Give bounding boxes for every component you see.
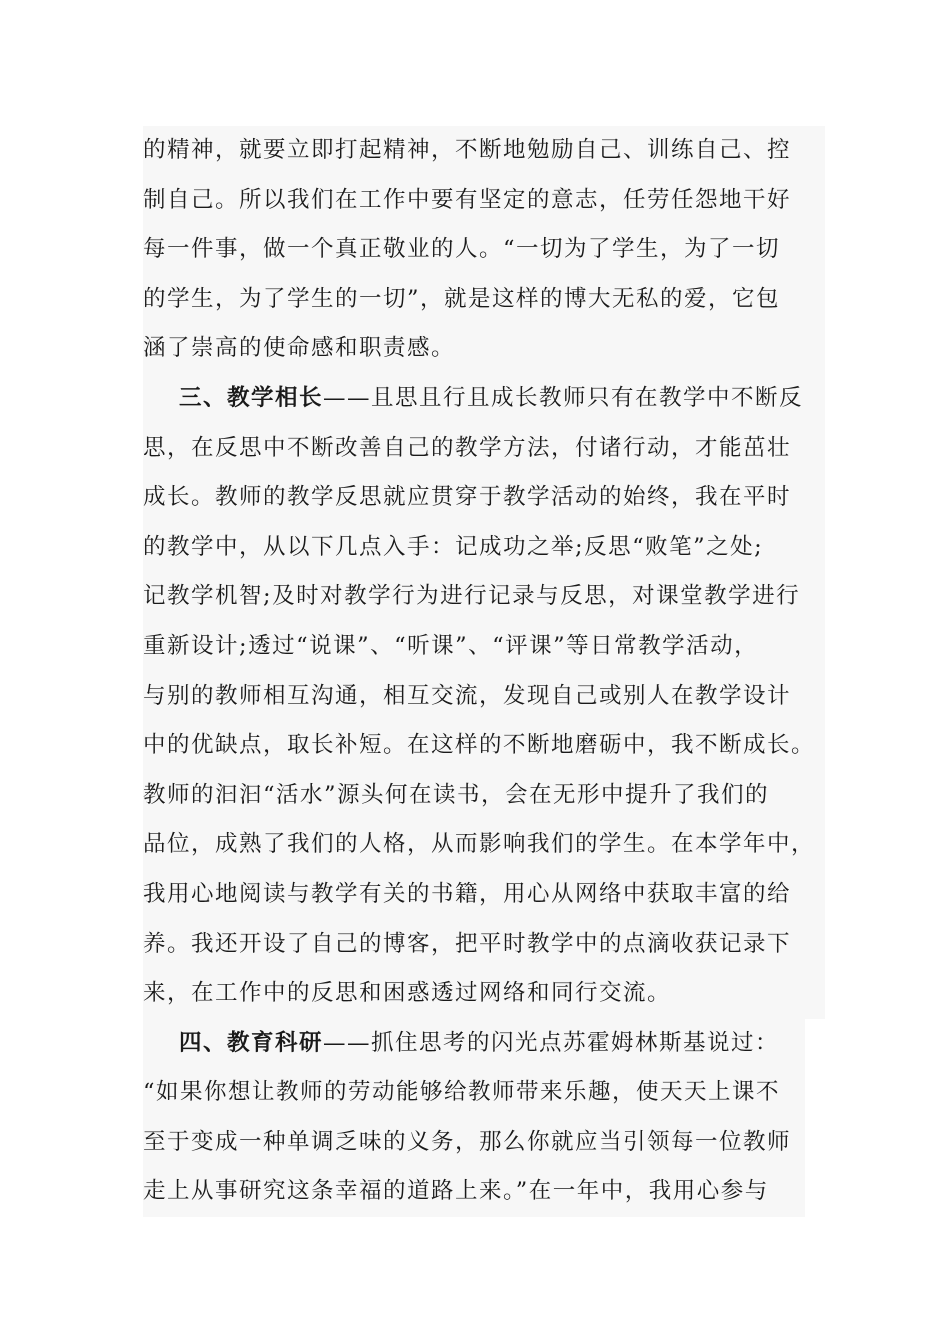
section-3-first-line: [143, 374, 825, 424]
text-line: 每一件事，做一个真正敬业的人。“一切为了学生，为了一切: [143, 225, 825, 275]
text-line: 记教学机智;及时对教学行为进行记录与反思，对课堂教学进行: [143, 572, 825, 622]
text-line: 教师的汩汩“活水”源头何在读书，会在无形中提升了我们的: [143, 771, 825, 821]
text-line: 的教学中，从以下几点入手：记成功之举;反思“败笔”之处;: [143, 523, 825, 573]
text-line: 养。我还开设了自己的博客，把平时教学中的点滴收获记录下: [143, 920, 825, 970]
text-line: 品位，成熟了我们的人格，从而影响我们的学生。在本学年中，: [143, 820, 825, 870]
text-line: 的精神，就要立即打起精神，不断地勉励自己、训练自己、控: [143, 126, 825, 176]
text-line: 涵了崇高的使命感和职责感。: [143, 324, 825, 374]
text-line: 思，在反思中不断改善自己的教学方法，付诸行动，才能茁壮: [143, 424, 825, 474]
section-3-intro: ——且思且行且成长教师只有在教学中不断反: [323, 384, 804, 411]
section-4-heading: 四、教育科研: [179, 1029, 324, 1056]
text-line: 制自己。所以我们在工作中要有坚定的意志，任劳任怨地干好: [143, 176, 825, 226]
section-4-intro: ——抓住思考的闪光点苏霍姆林斯基说过：: [323, 1029, 780, 1056]
text-line: 重新设计;透过“说课”、“听课”、“评课”等日常教学活动，: [143, 622, 825, 672]
text-line: 我用心地阅读与教学有关的书籍，用心从网络中获取丰富的给: [143, 870, 825, 920]
text-line: 中的优缺点，取长补短。在这样的不断地磨砺中，我不断成长。: [143, 721, 825, 771]
text-line: 与别的教师相互沟通，相互交流，发现自己或别人在教学设计: [143, 672, 825, 722]
body-text: [143, 126, 825, 1217]
section-3-heading: 三、教学相长: [179, 384, 324, 411]
text-line: 成长。教师的教学反思就应贯穿于教学活动的始终，我在平时: [143, 473, 825, 523]
text-line: 的学生，为了学生的一切”，就是这样的博大无私的爱，它包: [143, 275, 825, 325]
text-line: 来，在工作中的反思和困惑透过网络和同行交流。: [143, 969, 825, 1019]
section-4-first-line: [143, 1019, 825, 1069]
text-line: 走上从事研究这条幸福的道路上来。”在一年中，我用心参与: [143, 1167, 825, 1217]
text-line: 至于变成一种单调乏味的义务，那么你就应当引领每一位教师: [143, 1118, 825, 1168]
text-line: “如果你想让教师的劳动能够给教师带来乐趣，使天天上课不: [143, 1068, 825, 1118]
